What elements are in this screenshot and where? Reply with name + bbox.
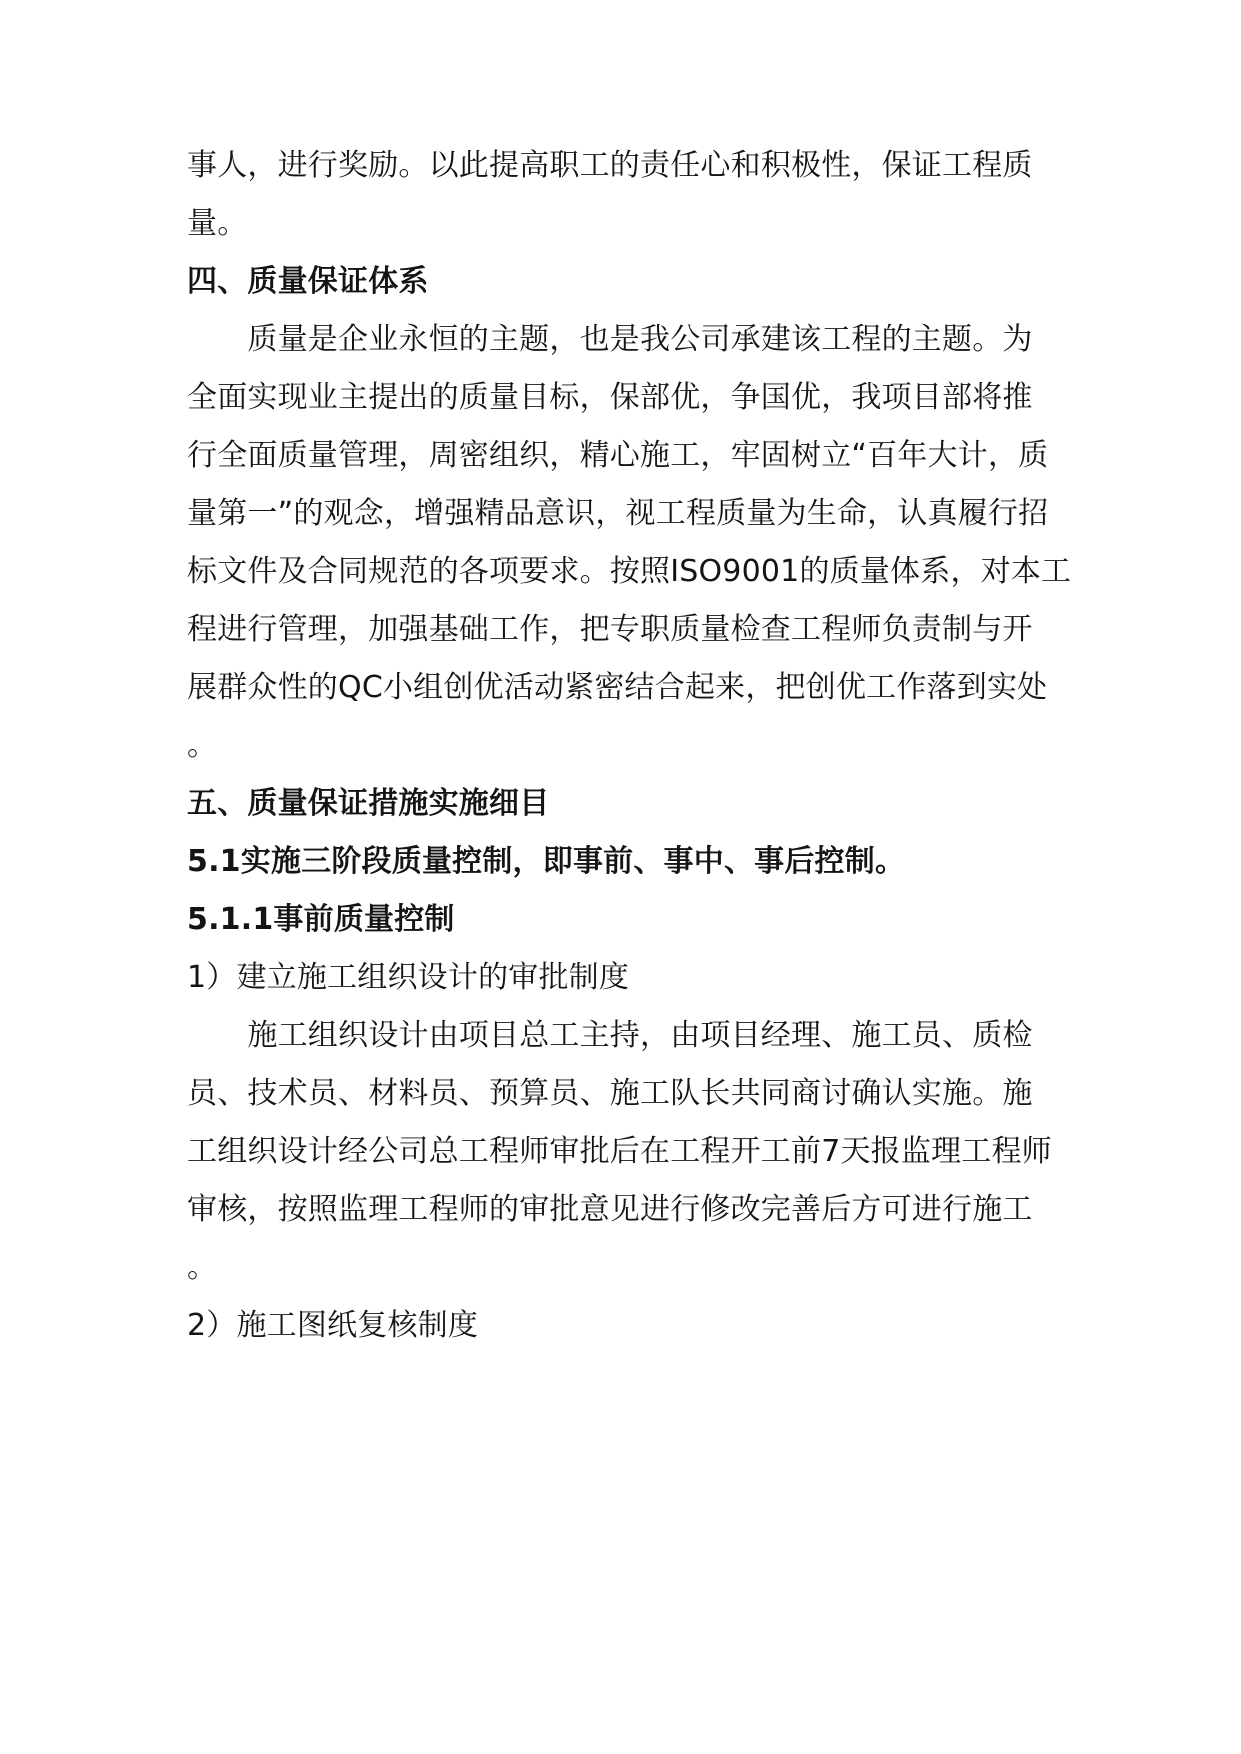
paragraph-line: 量。 [187,206,248,241]
item-title: 2）施工图纸复核制度 [187,1308,479,1343]
subsection-heading: 5.1实施三阶段质量控制，即事前、事中、事后控制。 [187,844,906,879]
paragraph-line: 全面实现业主提出的质量目标，保部优，争国优，我项目部将推 [187,380,1033,415]
section-heading: 五、质量保证措施实施细目 [187,786,550,821]
paragraph-line: 量第一”的观念，增强精品意识，视工程质量为生命，认真履行招 [187,496,1049,531]
subsubsection-heading: 5.1.1事前质量控制 [187,902,455,937]
item-title: 1）建立施工组织设计的审批制度 [187,960,630,995]
paragraph-line: 行全面质量管理，周密组织，精心施工，牢固树立“百年大计，质 [187,438,1049,473]
paragraph-line: 。 [187,728,218,763]
paragraph-line: 展群众性的QC小组创优活动紧密结合起来，把创优工作落到实处 [187,670,1048,705]
paragraph-line: 。 [187,1250,218,1285]
paragraph-line: 施工组织设计由项目总工主持，由项目经理、施工员、质检 [187,1018,1033,1053]
paragraph-line: 员、技术员、材料员、预算员、施工队长共同商讨确认实施。施 [187,1076,1033,1111]
paragraph-line: 审核，按照监理工程师的审批意见进行修改完善后方可进行施工 [187,1192,1033,1227]
paragraph-line: 质量是企业永恒的主题，也是我公司承建该工程的主题。为 [187,322,1033,357]
paragraph-line: 工组织设计经公司总工程师审批后在工程开工前7天报监理工程师 [187,1134,1052,1169]
section-heading: 四、质量保证体系 [187,264,429,299]
paragraph-line: 事人，进行奖励。以此提高职工的责任心和积极性，保证工程质 [187,148,1033,183]
paragraph-line: 程进行管理，加强基础工作，把专职质量检查工程师负责制与开 [187,612,1033,647]
paragraph-line: 标文件及合同规范的各项要求。按照ISO9001的质量体系，对本工 [187,554,1072,589]
